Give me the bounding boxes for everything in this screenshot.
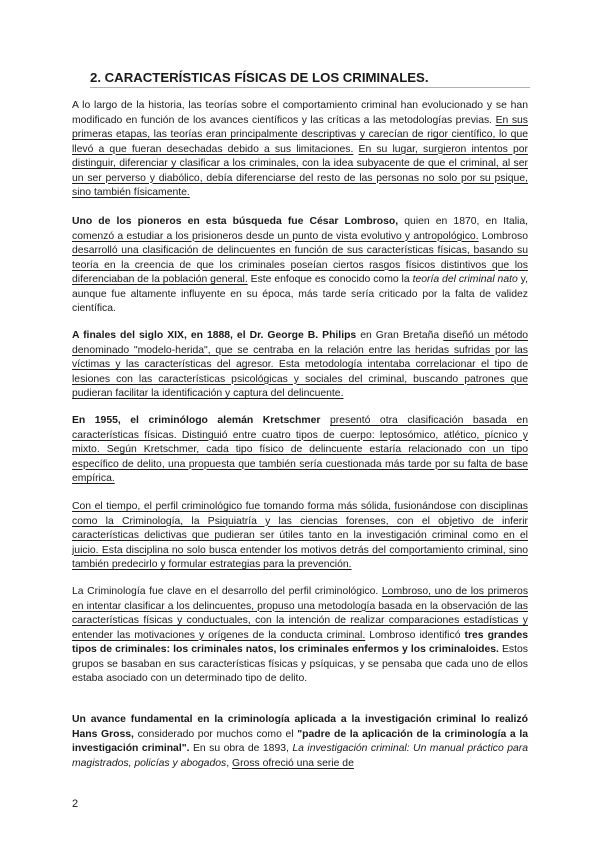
paragraph-kretschmer — [72, 414, 528, 487]
text-span: En su obra de 1893, — [189, 743, 293, 754]
underlined-text: En su lugar, surgieron intentos por distinguir, diferenciar y clasificar a los criminales, con la idea subyacente de que el criminal, al ser un ser perverso y diabólico, debía diferenciarse del resto de las personas no solo por su psique, sino también físicamente. — [72, 143, 529, 198]
text-span: quien en 1870, en Italia, — [398, 216, 528, 227]
underlined-text: Lombroso, uno de los primeros en intentar clasificar a los delincuentes, propuso una metodología basada en la observación de las características físicas y conductuales, con la intención de realizar comparaciones estadísticas y entender las motivaciones y orígenes de la conducta criminal. — [72, 586, 529, 641]
text-span: en Gran Bretaña — [356, 330, 444, 341]
bold-text: En 1955, el criminólogo alemán Kretschmer — [72, 415, 321, 426]
bold-text: Un avance fundamental en la criminología aplicada a la investigación criminal lo realizó Hans Gross, — [72, 714, 528, 740]
italic-text: La investigación criminal: Un manual práctico para magistrados, policías y abogados — [72, 743, 528, 769]
section-heading: 2. CARACTERÍSTICAS FÍSICAS DE LOS CRIMINALES. — [90, 70, 530, 88]
text-span: A lo largo de la historia, las teorías sobre el comportamiento criminal han evolucionado y se han modificado en función de los avances científicos y las críticas a las metodologías previas. — [72, 100, 528, 126]
italic-text: teoría del criminal nato — [412, 274, 518, 285]
paragraph-philips — [72, 329, 528, 402]
bold-text: A finales del siglo XIX, en 1888, el Dr. George B. Philips — [72, 330, 357, 341]
paragraph-criminology — [72, 585, 528, 687]
bold-text: Uno de los pioneros en esta búsqueda fue César Lombroso, — [72, 216, 399, 227]
text-span: Estos grupos se basaban en sus características físicas y psíquicas, y se pensaba que cada uno de ellos estaba asociado con un determinado tipo de delito. — [72, 644, 528, 684]
text-span: La Criminología fue clave en el desarrollo del perfil criminológico. — [72, 586, 379, 597]
text-span: Este enfoque es conocido como la — [247, 274, 413, 285]
text-span: Lombroso — [478, 230, 529, 242]
text-span: considerado por muchos como el — [133, 728, 298, 740]
underlined-text: Gross ofreció una serie de — [232, 757, 354, 769]
text-span: , — [226, 757, 232, 769]
text-span: y, aunque fue altamente influyente en su época, más tarde sería criticado por la falta de validez científica. — [72, 274, 528, 314]
bold-text: "padre de la aplicación de la criminología a la investigación criminal". — [72, 728, 528, 754]
paragraph-history — [72, 99, 528, 201]
underlined-text: Con el tiempo, el perfil criminológico fue tomando forma más sólida, fusionándose con disciplinas como la Criminología, la Psiquiatría y las ciencias forenses, con el objetivo de inferir características delictivas que pudieran ser útiles tanto en la investigación criminal como en el juicio. Esta disciplina no solo busca entender los motivos detrás del comportamiento criminal, sino también predecirlo y formular estrategias para la prevención. — [72, 501, 528, 570]
paragraph-gross — [72, 713, 528, 771]
underlined-text: En sus primeras etapas, las teorías eran principalmente descriptivas y carecían de rigor científico, lo que llevó a que fueran desechadas debido a sus limitaciones. — [72, 114, 528, 155]
page-number: 2 — [72, 798, 79, 810]
underlined-text: desarrolló una clasificación de delincuentes en función de sus características físicas, basando su teoría en la creencia de que los criminales poseían ciertos rasgos físicos distintivos que los diferenciaban de la población general. — [72, 245, 528, 285]
paragraph-profile — [72, 500, 528, 573]
underlined-text: presentó otra clasificación basada en características físicas. Distinguió entre cuatro tipos de cuerpo: leptosómico, atlético, pícnico y mixto. Según Kretschmer, cada tipo físico de delincuente estaría relacionado con un tipo específico de delito, una propuesta que también sería cuestionada más tarde por su falta de base empírica. — [72, 415, 528, 484]
paragraph-lombroso — [72, 215, 528, 317]
underlined-text: diseñó un método denominado "modelo-herida", que se centraba en la relación entre las heridas sufridas por las víctimas y las características del agresor. Esta metodología intentaba correlacionar el tipo de lesiones con las características psicológicas y sociales del criminal, buscando patrones que pudieran facilitar la identificación y captura del delincuente. — [72, 330, 529, 399]
text-span — [320, 415, 330, 426]
bold-text: tres grandes tipos de criminales: los criminales natos, los criminales enfermos y los criminaloides. — [72, 629, 529, 655]
text-span: Lombroso identificó — [365, 629, 465, 641]
underlined-text: comenzó a estudiar a los prisioneros desde un punto de vista evolutivo y antropológico. — [72, 230, 479, 242]
